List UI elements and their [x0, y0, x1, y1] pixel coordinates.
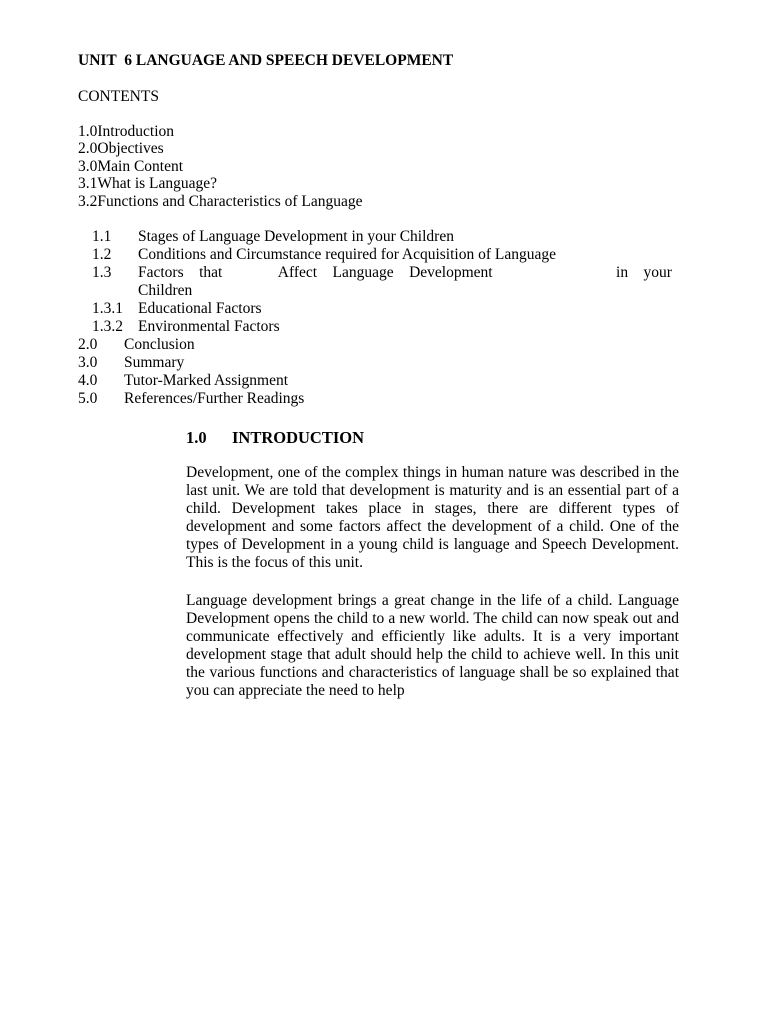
toc-sub-text: Stages of Language Development in your Children [138, 228, 454, 245]
toc-word: Development [409, 264, 493, 281]
section-heading [186, 428, 364, 448]
unit-title: UNIT 6 LANGUAGE AND SPEECH DEVELOPMENT [78, 52, 454, 69]
toc-word: Language [332, 264, 394, 281]
toc-word: your [643, 264, 672, 281]
toc-sub-text [138, 264, 678, 300]
toc-item: 1.0Introduction [78, 123, 174, 140]
toc-end-number: 2.0 [78, 336, 98, 353]
toc-word: Affect [277, 264, 318, 281]
toc-sub-item [78, 246, 678, 264]
toc-sub-list [78, 228, 678, 336]
intro-paragraph: Language development brings a great change in the life of a child. Language Development opens the child to a new world. The child can now speak out and communicate effectively and efficiently like adults. It is a very important development stage that adult should help the child to achieve well. In this unit the various functions and characteristics of language shall be so explained that you can appreciate the need to help [186, 592, 679, 699]
toc-sub-continuation: Children [138, 282, 193, 299]
toc-sub-item [78, 228, 678, 246]
toc-item: 2.0Objectives [78, 140, 164, 158]
toc-sub-text: Educational Factors [138, 300, 262, 317]
toc-sub-item [78, 300, 678, 318]
toc-end-item [78, 390, 304, 408]
toc-end-number: 5.0 [78, 390, 98, 407]
intro-paragraph: Development, one of the complex things in human nature was described in the last unit. We are told that development is maturity and is an essential part of a child. Development takes place in stages, there are different types of development and some factors affect the development of a child. One of the types of Development in a young child is language and Speech Development. This is the focus of this unit. [186, 464, 679, 571]
toc-sub-number: 1.1 [92, 228, 112, 245]
toc-item: 3.1What is Language? [78, 175, 218, 193]
toc-sub-number: 1.3.2 [92, 318, 123, 335]
toc-end-text: Tutor-Marked Assignment [124, 372, 289, 389]
toc-end-item [78, 336, 304, 354]
toc-end-text: References/Further Readings [124, 390, 305, 407]
toc-item: 3.2Functions and Characteristics of Language [78, 192, 363, 210]
toc-word: in [616, 264, 629, 281]
toc-top-list [78, 123, 363, 210]
toc-end-list [78, 336, 304, 408]
toc-word: that [199, 264, 223, 281]
toc-end-text: Summary [124, 354, 185, 371]
toc-sub-item [78, 318, 678, 336]
toc-end-item [78, 354, 304, 372]
toc-end-item [78, 372, 304, 390]
toc-item: 3.0Main Content [78, 157, 184, 175]
toc-end-text: Conclusion [124, 336, 195, 353]
toc-sub-number: 1.3.1 [92, 300, 123, 317]
toc-sub-spread-line [138, 264, 672, 282]
toc-sub-number: 1.3 [92, 264, 112, 281]
contents-label: CONTENTS [78, 88, 159, 105]
toc-end-number: 3.0 [78, 354, 98, 371]
toc-sub-number: 1.2 [92, 246, 112, 263]
toc-sub-text: Environmental Factors [138, 318, 280, 335]
toc-sub-text: Conditions and Circumstance required for Acquisition of Language [138, 246, 556, 263]
toc-sub-item [78, 264, 678, 300]
toc-word: Factors [138, 264, 184, 281]
toc-end-number: 4.0 [78, 372, 98, 389]
section-number: 1.0 [186, 428, 207, 447]
section-title: INTRODUCTION [232, 428, 365, 447]
